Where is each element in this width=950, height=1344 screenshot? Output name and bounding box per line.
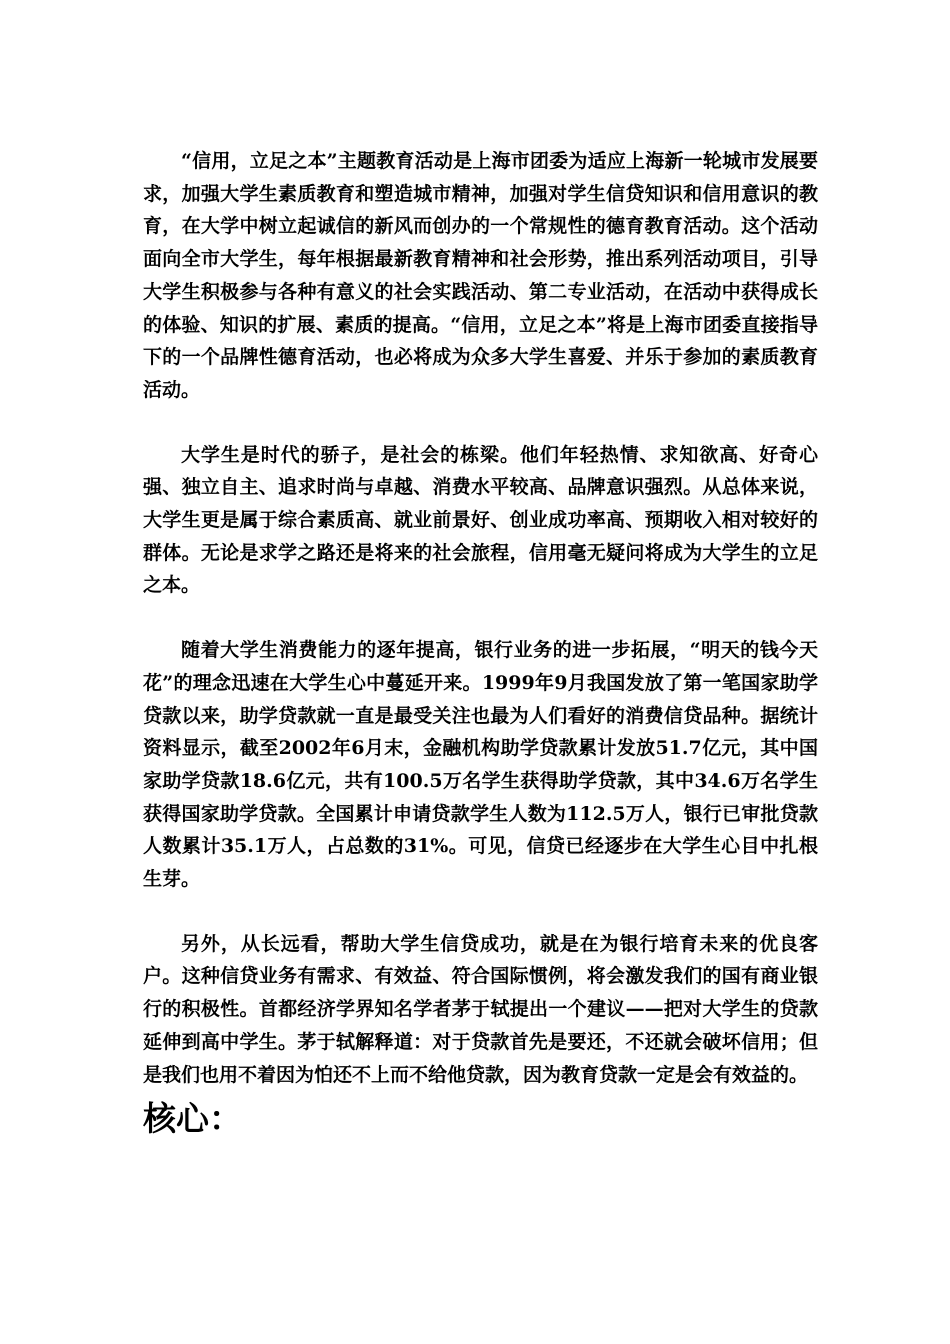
paragraph-credit-activity: “信用，立足之本”主题教育活动是上海市团委为适应上海新一轮城市发展要求，加强大学生素质教育和塑造城市精神，加强对学生信贷知识和信用意识的教育，在大学中树立起诚信的新风而创办的一个常规性的德育教育活动。这个活动面向全市大学生，每年根据最新教育精神和社会形势，推出系列活动项目，引导大学生积极参与各种有意义的社会实践活动、第二专业活动，在活动中获得成长的体验、知识的扩展、素质的提高。“信用，立足之本”将是上海市团委直接指导下的一个品牌性德育活动，也必将成为众多大学生喜爱、并乐于参加的素质教育活动。	[143, 150, 818, 401]
paragraph-student-loans: 随着大学生消费能力的逐年提高，银行业务的进一步拓展，“明天的钱今天花”的理念迅速在大学生心中蔓延开来。1999年9月我国发放了第一笔国家助学贷款以来，助学贷款就一直是最受关注也最为人们看好的消费信贷品种。据统计资料显示，截至2002年6月末，金融机构助学贷款累计发放51.7亿元，其中国家助学贷款18.6亿元，共有100.5万名学生获得助学贷款，其中34.6万名学生获得国家助学贷款。全国累计申请贷款学生人数为112.5万人，银行已审批贷款人数累计35.1万人，占总数的31%。可见，信贷已经逐步在大学生心目中扎根生芽。	[143, 639, 818, 891]
document-body	[143, 145, 818, 1141]
section-heading-core: 核心：	[143, 1099, 242, 1139]
paragraph-college-students: 大学生是时代的骄子，是社会的栋梁。他们年轻热情、求知欲高、好奇心强、独立自主、追求时尚与卓越、消费水平较高、品牌意识强烈。从总体来说，大学生更是属于综合素质高、就业前景好、创业成功率高、预期收入相对较好的群体。无论是求学之路还是将来的社会旅程，信用毫无疑问将成为大学生的立足之本。	[143, 443, 818, 597]
paragraph-long-term-view: 另外，从长远看，帮助大学生信贷成功，就是在为银行培育未来的优良客户。这种信贷业务有需求、有效益、符合国际惯例，将会激发我们的国有商业银行的积极性。首都经济学界知名学者茅于轼提出一个建议——把对大学生的贷款延伸到高中学生。茅于轼解释道：对于贷款首先是要还，不还就会破坏信用；但是我们也用不着因为怕还不上而不给他贷款，因为教育贷款一定是会有效益的。	[143, 932, 818, 1086]
